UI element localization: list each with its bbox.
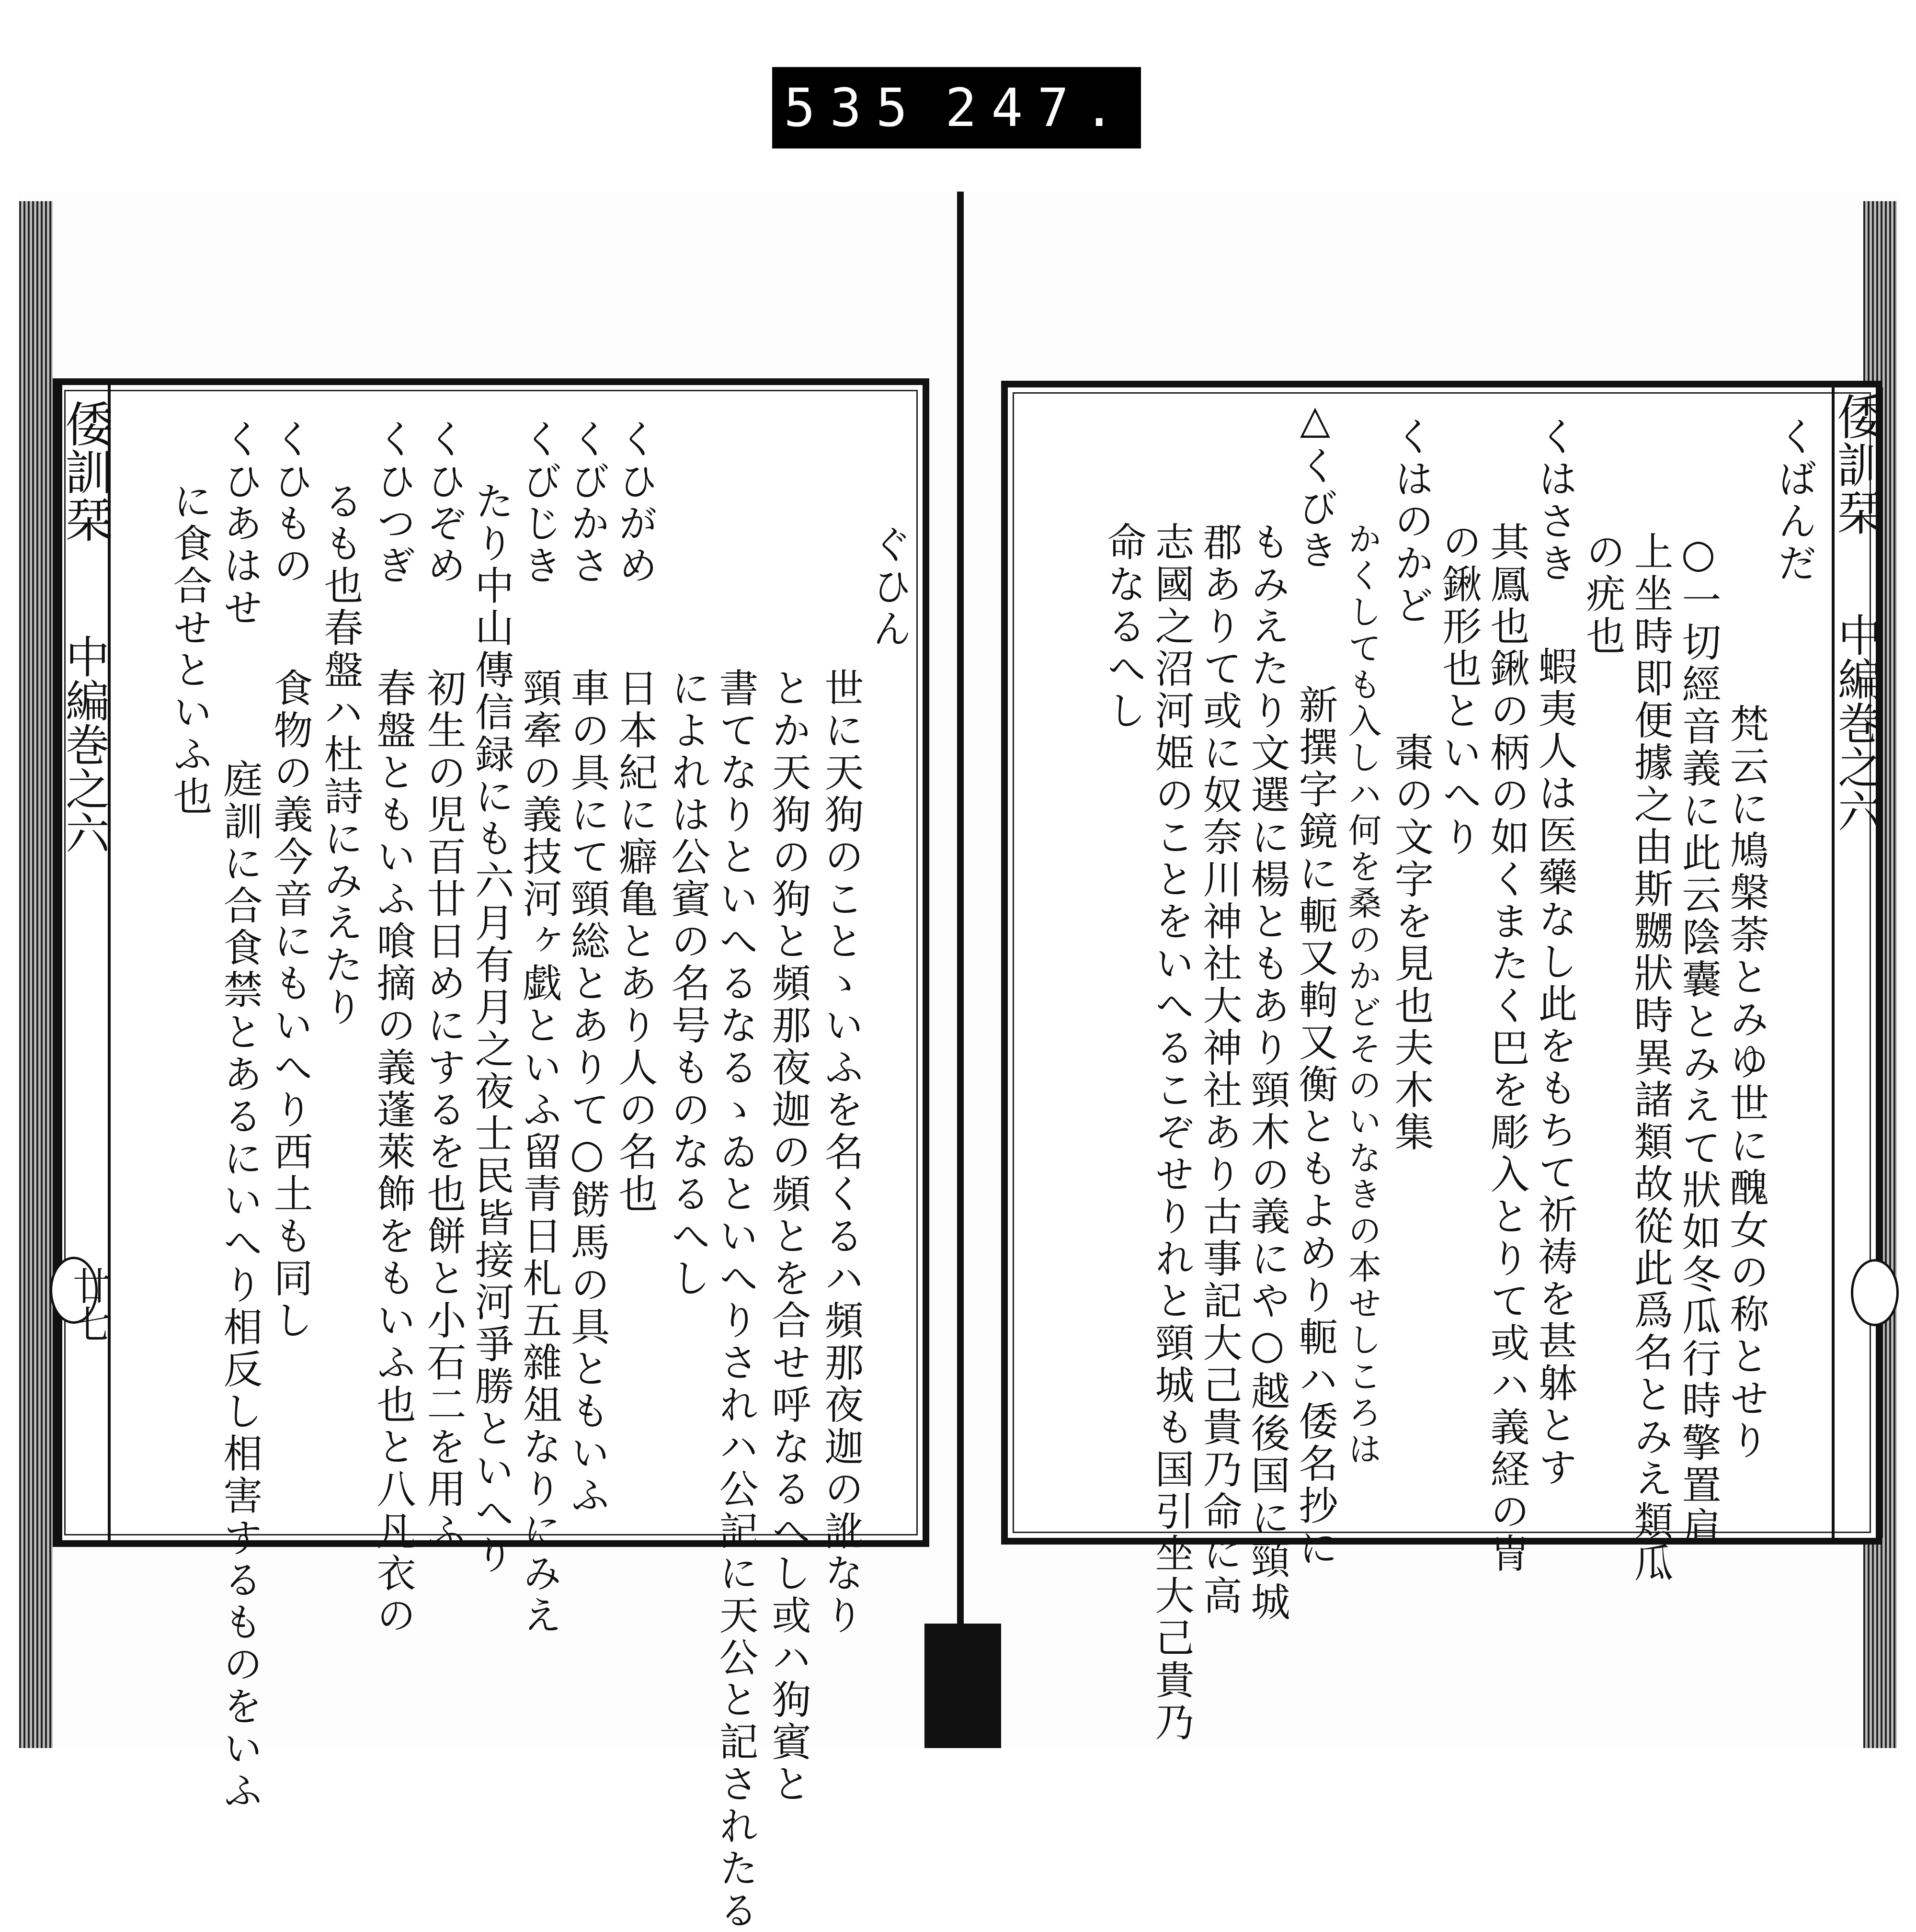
right-col-16: 郡ありて或に奴奈川神社大神社あり古事記大己貴乃命に高 — [1197, 522, 1242, 1617]
left-col-8: くびかさ — [564, 419, 610, 587]
right-col-18: 命なるへし — [1101, 522, 1146, 732]
right-col-13: △くびき — [1292, 397, 1338, 572]
right-col-15: もみえたり文選に楊ともあり頸木の義にや○越後国に頸城 — [1244, 522, 1290, 1624]
left-col-17: るも也春盤ハ杜詩にみえたり — [318, 481, 363, 1029]
left-margin-subtitle: 中編巻之六 — [58, 634, 110, 854]
right-margin-title: 倭訓栞 — [1829, 392, 1885, 536]
right-col-3: ○一切經音義に此云陰囊とみえて狀如冬瓜行時擎置肩 — [1676, 531, 1721, 1549]
left-col-10: くびじき — [516, 419, 562, 587]
right-margin-subtitle: 中編巻之六 — [1831, 613, 1882, 833]
left-col-22: に食合せといふ也 — [167, 481, 212, 818]
right-margin-strip — [1829, 387, 1885, 1538]
left-page-edge — [19, 201, 53, 1748]
right-col-11: 棗の文字を見也夫木集 — [1388, 732, 1434, 1154]
left-col-11: 頸牽の義技河ヶ戯といふ留青日札五雜俎なりにみえ — [516, 668, 562, 1637]
right-col-6: くはさき — [1532, 416, 1577, 585]
right-col-14: 新撰字鏡に軛又軥又衡ともよめり軛ハ倭名抄に — [1292, 684, 1338, 1569]
left-col-20: くひあはせ — [217, 419, 262, 629]
left-col-3: とか天狗の狗と頻那夜迦の頻とを合せ呼なるへし或ハ狗賓と — [765, 668, 811, 1806]
left-col-9: 車の具にて頸総とありて○餝馬の具ともいふ — [564, 668, 610, 1517]
right-col-1: くばんだ — [1771, 416, 1817, 585]
right-col-9: の鍬形也といへり — [1436, 522, 1482, 859]
left-col-16: 春盤ともいふ喰摘の義蓬萊飾をもいふ也と八凡衣の — [370, 668, 416, 1637]
right-col-17: 志國之沼河姫のことをいへるこぞせりれと頸城も国引坐大己貴乃 — [1149, 522, 1194, 1744]
left-col-15: くひつぎ — [370, 419, 416, 587]
left-col-14: 初生の児百廿日めにするを也餅と小石二を用ふ — [421, 668, 466, 1553]
left-col-5: によれは公賓の名号ものなるへし — [665, 668, 710, 1300]
right-col-2: 梵云に鳩槃荼とみゆ世に醜女の称とせり — [1723, 704, 1769, 1462]
left-col-7: 日本紀に癖亀とあり人の名也 — [612, 668, 658, 1216]
right-col-4: 上坐時即便據之由斯嬲狀時異諸類故從此爲名とみえ類瓜 — [1628, 531, 1673, 1585]
frame-number-right: 247. — [945, 77, 1129, 138]
left-col-6: くひがめ — [612, 419, 658, 587]
left-margin-title: 倭訓栞 — [57, 399, 113, 543]
left-col-12: たり中山傳信録にも六月有月之夜士民皆接河爭勝といへり — [468, 481, 514, 1577]
left-col-13: くひぞめ — [421, 419, 466, 587]
left-col-19: 食物の義今音にもいへり西土も同し — [267, 668, 313, 1342]
right-col-8: 其鳳也鍬の柄の如くまたく巴を彫入とりて或ハ義経の冑 — [1484, 522, 1529, 1575]
book-spine — [957, 192, 964, 1748]
right-col-10: くはのかど — [1388, 416, 1434, 627]
left-page-frame — [53, 378, 929, 1932]
left-margin-strip — [59, 385, 111, 1540]
left-col-1: ぐひん — [866, 524, 912, 650]
left-col-18: くひもの — [267, 419, 313, 587]
right-col-12: かくしても入しハ何を桑のかどそのいなきの本せしころは — [1343, 522, 1382, 1468]
left-col-2: 世に天狗のことゝいふを名くるハ頻那夜迦の訛なり — [818, 668, 864, 1637]
frame-number-left: 535 — [784, 77, 922, 138]
right-folio-mark — [1851, 1259, 1899, 1326]
left-col-21: 庭訓に合食禁とあるにいへり相反し相害するものをいふ — [217, 759, 262, 1812]
frame-number-label — [772, 67, 1141, 148]
spine-shadow-block — [924, 1624, 1001, 1748]
right-col-5: の疣也 — [1580, 531, 1625, 658]
right-col-7: 蝦夷人は医藥なし此をもちて祈祷を甚躰とす — [1532, 646, 1577, 1489]
right-page-frame — [1001, 381, 1885, 1744]
left-folio: 廿七 — [66, 1266, 111, 1343]
left-col-4: 書てなりといへるなるゝゐといへりされハ公記に天公と記されたる — [713, 668, 758, 1932]
